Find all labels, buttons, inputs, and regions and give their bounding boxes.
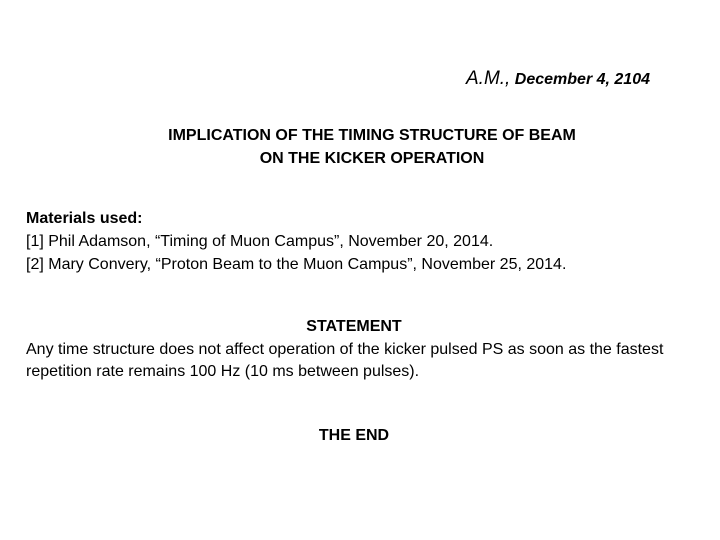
reference-item-1: [1] Phil Adamson, “Timing of Muon Campus”, November 20, 2014. [26, 233, 494, 250]
materials-heading: Materials used: [26, 210, 143, 227]
materials-section [26, 207, 566, 276]
document-date: December 4, 2104 [514, 71, 650, 88]
document-title [0, 124, 720, 170]
author-date-line [466, 68, 650, 90]
end-text: THE END [318, 427, 390, 444]
reference-item-2: [2] Mary Convery, “Proton Beam to the Muon Campus”, November 25, 2014. [26, 256, 567, 273]
statement-heading: STATEMENT [306, 318, 402, 335]
statement-body: Any time structure does not affect operation of the kicker pulsed PS as soon as the fastest repetition rate remains 100 Hz (10 ms between pulses). [26, 341, 664, 380]
author-name: A.M., [466, 68, 511, 89]
title-line-1: IMPLICATION OF THE TIMING STRUCTURE OF BEAM [168, 127, 576, 144]
title-line-2: ON THE KICKER OPERATION [259, 150, 485, 167]
